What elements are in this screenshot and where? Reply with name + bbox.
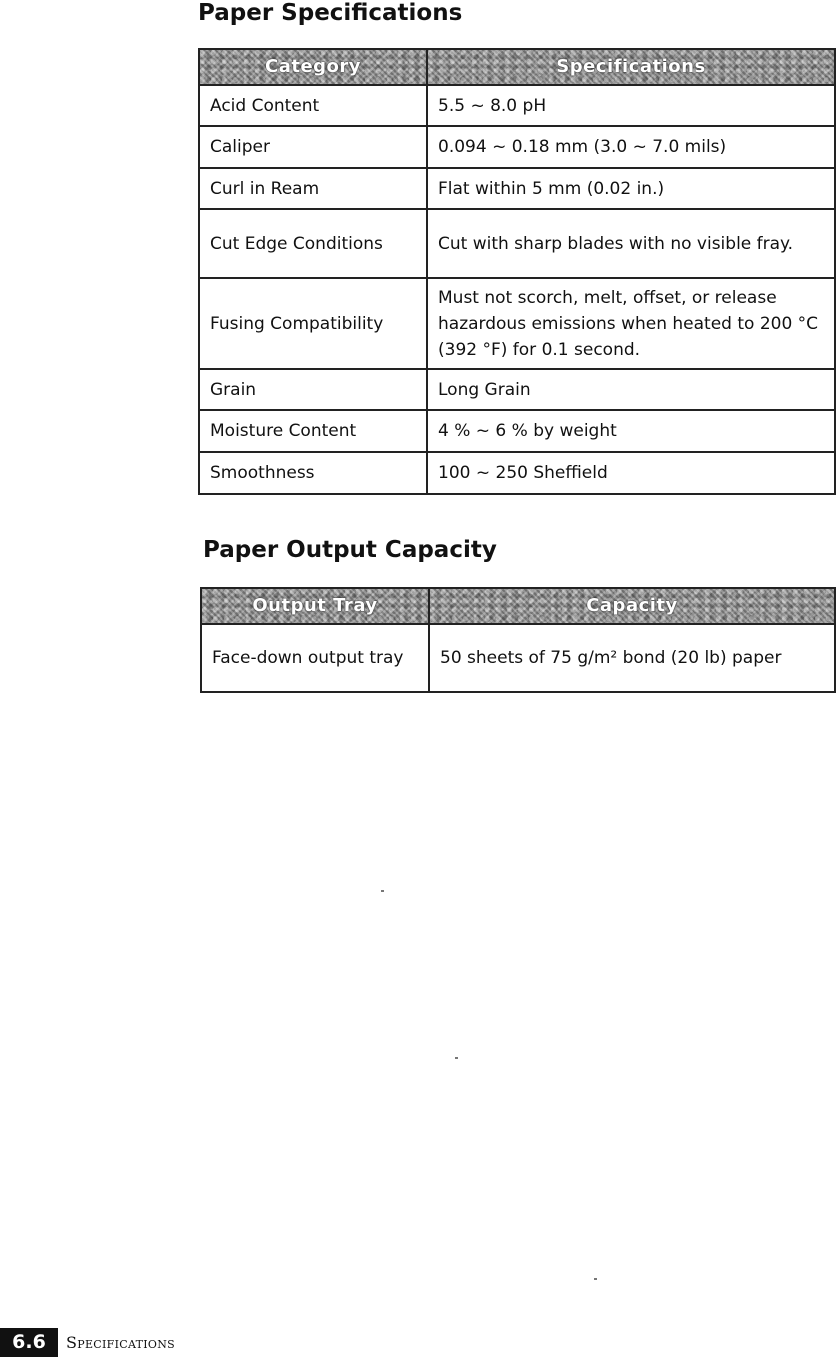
table-row — [199, 410, 835, 452]
scan-speck — [594, 1278, 597, 1280]
specification-cell: Long Grain — [427, 369, 835, 410]
table-header-row — [201, 588, 835, 624]
table-header-row — [199, 49, 835, 85]
paper-specifications-table — [198, 48, 836, 495]
paper-specifications-title: Paper Specifications — [198, 0, 463, 26]
column-header-output-tray: Output Tray — [201, 588, 429, 624]
category-cell: Grain — [199, 369, 427, 410]
table-row — [199, 209, 835, 278]
table-row — [201, 624, 835, 692]
category-cell: Fusing Compatibility — [199, 278, 427, 369]
page-number-badge: 6.6 — [0, 1328, 58, 1357]
paper-output-capacity-title: Paper Output Capacity — [203, 537, 497, 563]
category-cell: Smoothness — [199, 452, 427, 494]
scan-speck — [381, 890, 384, 892]
table-row — [199, 452, 835, 494]
specification-cell: Must not scorch, melt, offset, or release hazardous emissions when heated to 200 °C (392 °F) for 0.1 second. — [427, 278, 835, 369]
column-header-specifications: Specifications — [427, 49, 835, 85]
scan-speck — [455, 1057, 458, 1059]
specification-cell: Cut with sharp blades with no visible fray. — [427, 209, 835, 278]
category-cell: Curl in Ream — [199, 168, 427, 209]
specification-cell: 100 ~ 250 Sheffield — [427, 452, 835, 494]
table-row — [199, 85, 835, 126]
capacity-cell: 50 sheets of 75 g/m² bond (20 lb) paper — [429, 624, 835, 692]
output-tray-cell: Face-down output tray — [201, 624, 429, 692]
category-cell: Moisture Content — [199, 410, 427, 452]
footer-section-label: Specifications — [66, 1333, 175, 1352]
table-row — [199, 278, 835, 369]
table-row — [199, 369, 835, 410]
specification-cell: Flat within 5 mm (0.02 in.) — [427, 168, 835, 209]
specification-cell: 4 % ~ 6 % by weight — [427, 410, 835, 452]
column-header-capacity: Capacity — [429, 588, 835, 624]
category-cell: Cut Edge Conditions — [199, 209, 427, 278]
column-header-category: Category — [199, 49, 427, 85]
category-cell: Caliper — [199, 126, 427, 168]
category-cell: Acid Content — [199, 85, 427, 126]
table-row — [199, 168, 835, 209]
table-row — [199, 126, 835, 168]
specification-cell: 0.094 ~ 0.18 mm (3.0 ~ 7.0 mils) — [427, 126, 835, 168]
paper-output-capacity-table — [200, 587, 836, 693]
specification-cell: 5.5 ~ 8.0 pH — [427, 85, 835, 126]
